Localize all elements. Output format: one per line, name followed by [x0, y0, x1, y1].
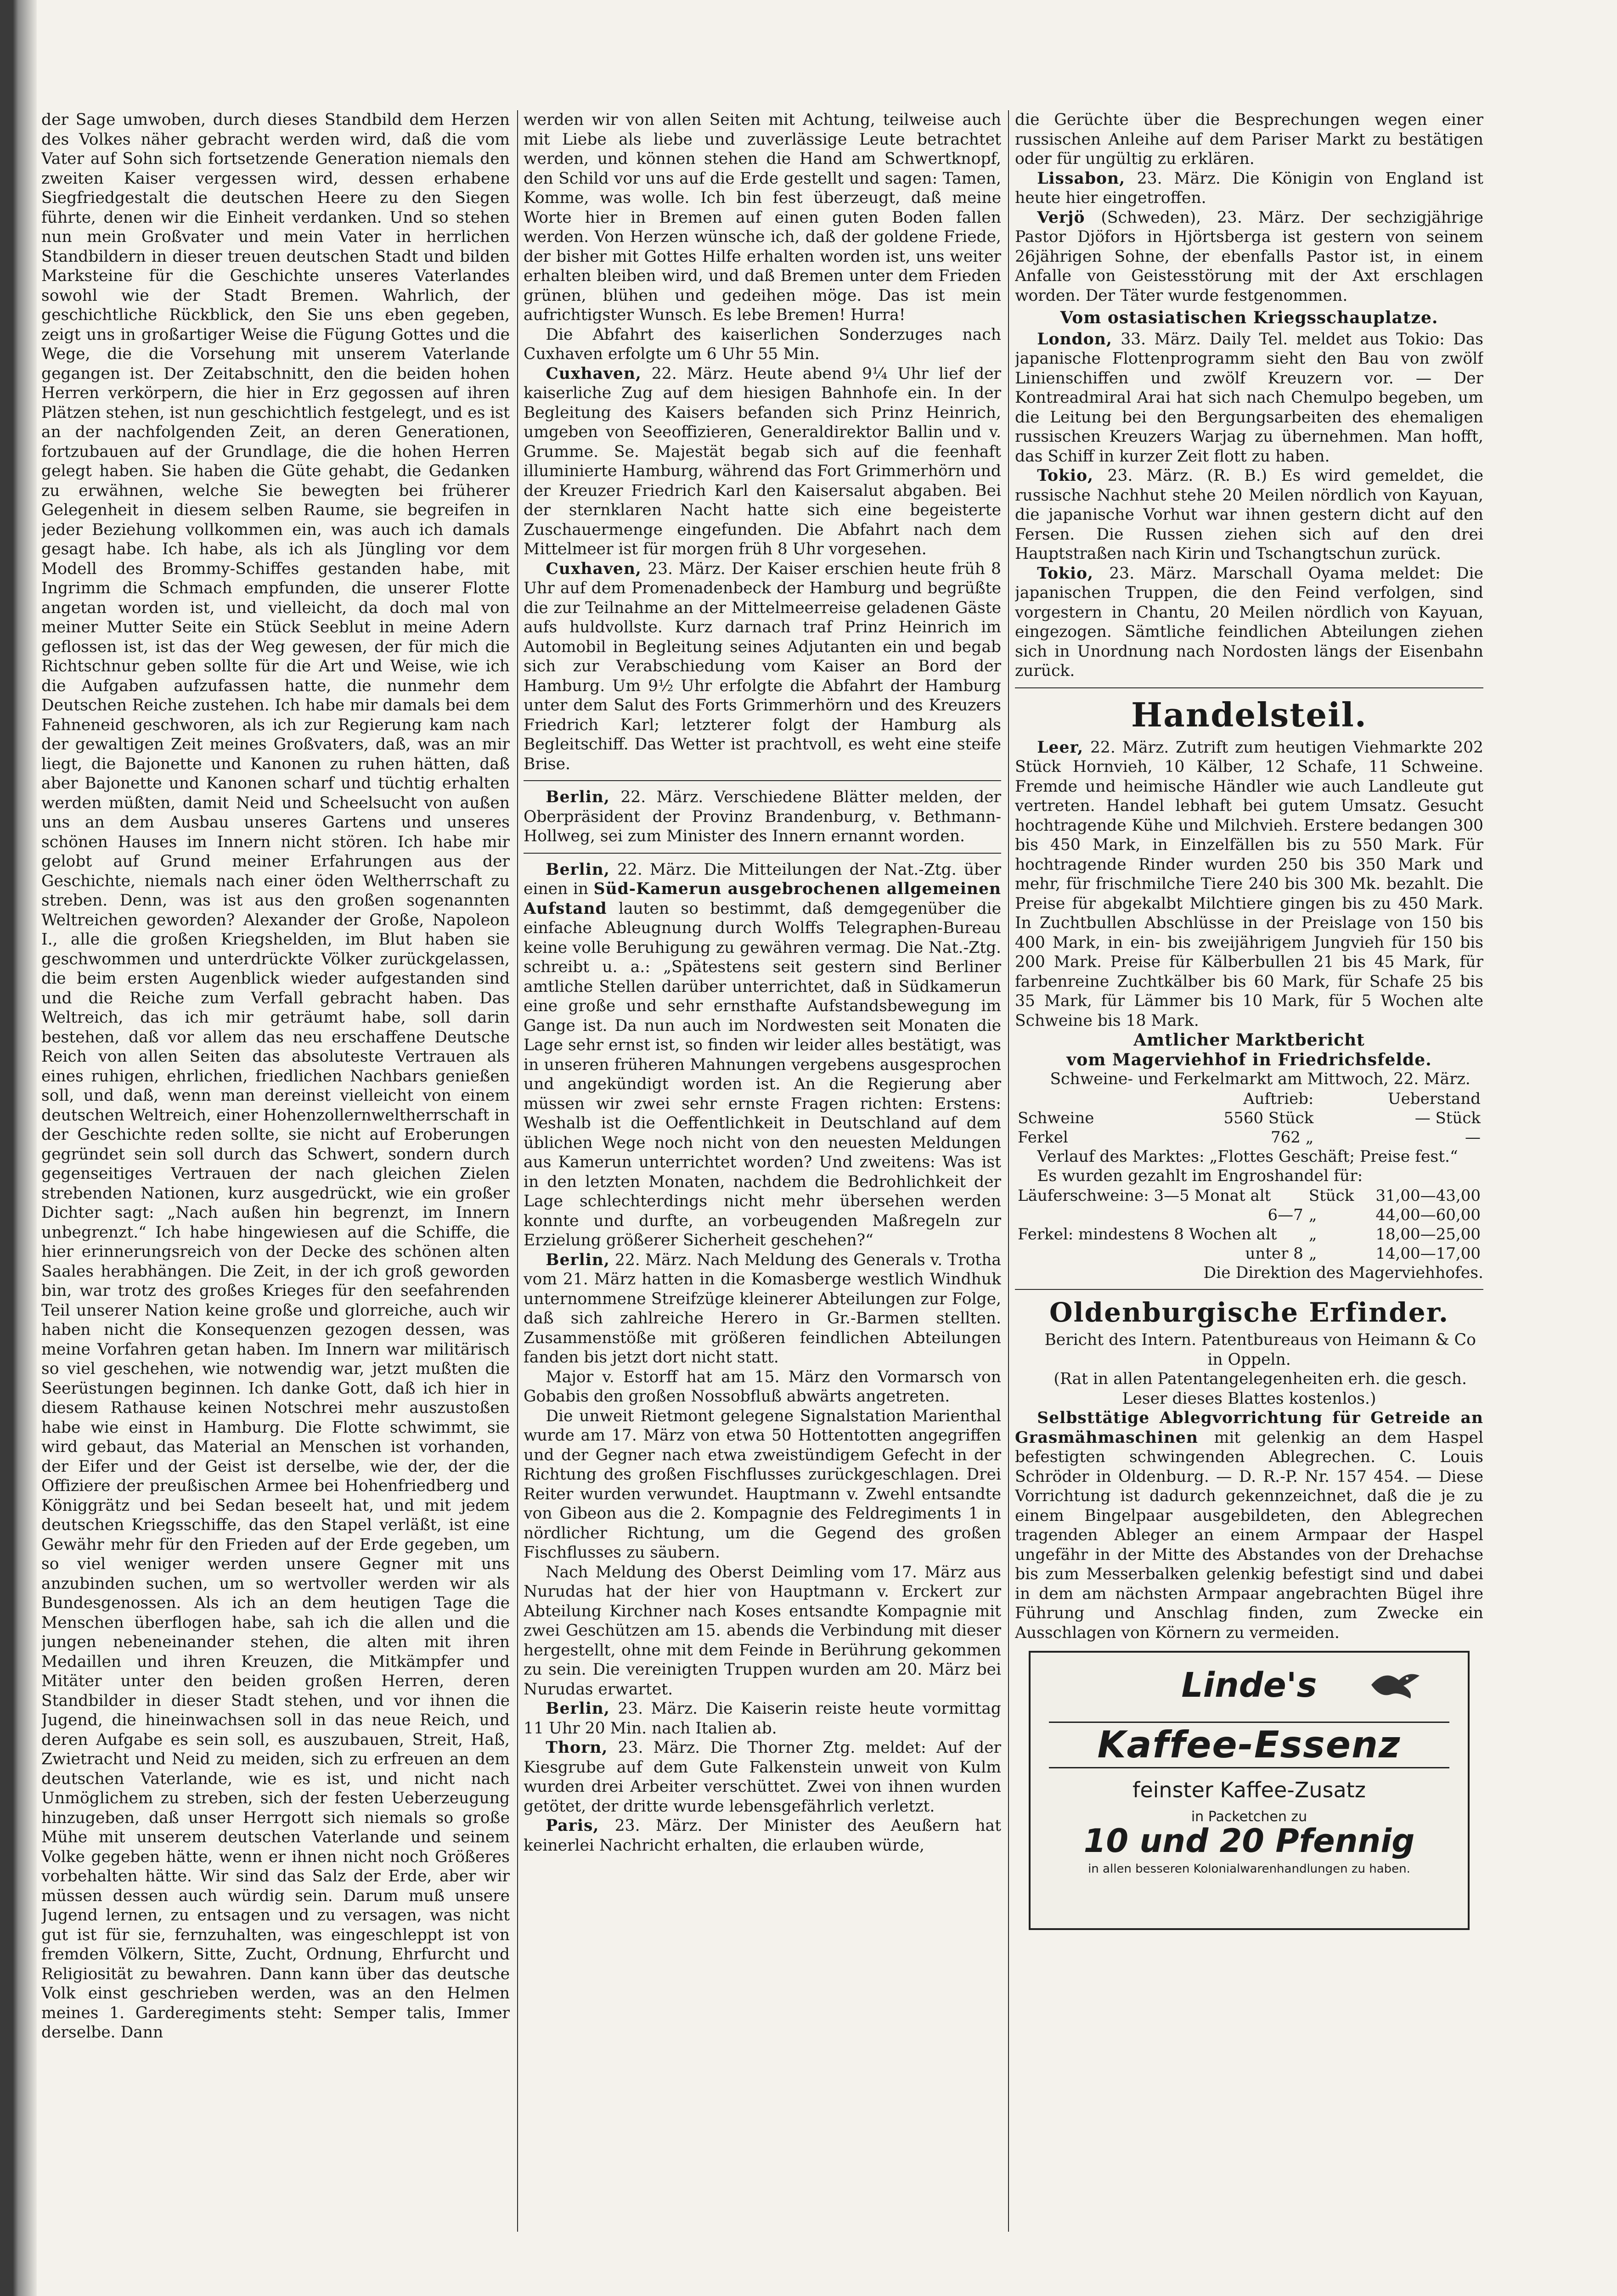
news-text: Nach Meldung des Oberst Deimling vom 17. März aus Nurudas hat der hier von Hauptmann v. Erckert zur Abteilung Kirchner nach Koses entsandte Kompagnie mit zwei Geschützen am 15. abends die Verbindung mit dieser hergestellt, ohne mit dem Feinde in Berührung gekommen zu sein. Die vereinigten Truppen wurden am 20. März bei Nurudas erwartet. — [524, 1563, 1001, 1699]
dateline-city: London, — [1037, 330, 1112, 349]
news-text: 22. März. Zutrift zum heutigen Viehmarkte 202 Stück Hornvieh, 10 Kälber, 12 Schafe, 11 Schweine. Fremde und heimische Händler wie auch Landleute gut vertreten. Handel lebhaft bei gutem Umsatz. Gesucht hochtragende Kühe und Milchvieh. Erstere bedangen 300 bis 450 Mark, in Einzelfällen bis zu 550 Mark. Für hochtragende Rinder wurden 250 bis 350 Mark und mehr, für frischmilche Tiere 240 bis 300 Mk. bezahlt. Die Preise für abgekalbt Milchtiere gingen bis zu 450 Mark. In Zuchtbullen Abschlüsse in der Preislage von 150 bis 400 Mark, in ein- bis zweijährigem Jungvieh für 150 bis 200 Mark. Preise für Kälberbullen 21 bis 45 Mark, für farbenreine Zuchtkälber bis 60 Mark, für Schafe 25 bis 35 Mark, für Lämmer bis 10 Mark, für 5 Wochen alte Schweine bis 18 Mark. — [1015, 738, 1483, 1030]
market-subtitle: Schweine- und Ferkelmarkt am Mittwoch, 22. März. — [1050, 1070, 1471, 1088]
page-gutter — [0, 0, 37, 2296]
table-row — [1015, 1109, 1483, 1128]
erfinder-source: Bericht des Intern. Patentbureaus von Heimann & Co in Oppeln. — [1044, 1331, 1476, 1369]
news-text: 23. März. Marschall Oyama meldet: Die japanischen Truppen, die den Feind verfolgen, sind vorgestern in Chantu, 20 Meilen nördlich von Kayuan, eingezogen. Sämtliche feindlichen Abteilungen ziehen sich in Unordnung nach Nordosten längs der Eisenbahn zurück. — [1015, 564, 1483, 680]
dateline-city: Lissabon, — [1037, 169, 1126, 188]
table-cell: 18,00—25,00 — [1375, 1225, 1481, 1244]
table-cell: — Stück — [1414, 1109, 1481, 1127]
news-item-verjo — [1015, 208, 1483, 306]
dateline-city: Verjö — [1037, 208, 1085, 227]
market-report-subheading: vom Magerviehhof in Friedrichsfelde. — [1066, 1050, 1432, 1069]
table-cell: „ — [1308, 1225, 1317, 1244]
news-text: 22. März. Nach Meldung des Generals v. Trotha vom 21. März hatten in die Komasberge westlich Windhuk unternommene Streifzüge kleinerer Abteilungen zur Folge, daß sich zahlreiche Herero in Gr.-Barmen stellten. Zusammenstöße mit größeren feindlichen Abteilungen fanden bis jetzt dort nicht statt. — [524, 1250, 1001, 1367]
table-cell: — — [1465, 1128, 1481, 1147]
table-cell: Ferkel: mindestens 8 Wochen alt — [1018, 1225, 1277, 1244]
section-heading-war: Vom ostasiatischen Kriegsschauplatze. — [1060, 308, 1438, 327]
news-item-berlin-3 — [524, 1250, 1001, 1367]
news-text: (Schweden), 23. März. Der sechzigjährige Pastor Djöfors in Hjörtsberga ist gestern von seinem 26jährigen Sohne, der ebenfalls Pastor ist, in einem Anfalle von Geistesstörung mit der Axt erschlagen worden. Der Täter wurde festgenommen. — [1015, 208, 1483, 305]
patent-item — [1015, 1408, 1483, 1643]
news-item-paris — [524, 1816, 1001, 1855]
headline-bold: Süd-Kamerun ausgebrochenen allgemeinen Aufstand — [524, 880, 1001, 918]
dateline-city: Berlin, — [546, 1250, 610, 1269]
table-cell: Stück — [1308, 1186, 1354, 1205]
news-item-cuxhaven-2 — [524, 559, 1001, 774]
table-cell: Läuferschweine: 3—5 Monat alt — [1018, 1186, 1271, 1205]
news-text: Major v. Estorff hat am 15. März den Vormarsch von Gobabis den großen Nossobfluß abwärts angetreten. — [524, 1367, 1001, 1406]
news-item-tokio-2 — [1015, 564, 1483, 681]
ad-tagline: feinster Kaffee-Zusatz — [1132, 1778, 1366, 1802]
news-text: 23. März. (R. B.) Es wird gemeldet, die russische Nachhut stehe 20 Meilen nördlich von Kayuan, die japanische Vorhut war ihnen gestern dicht auf den Fersen. Die Russen ziehen sich auf den drei Hauptstraßen nach Kirin und Tschangtschun zurück. — [1015, 467, 1483, 563]
market-verlauf: Verlauf des Marktes: „Flottes Geschäft; Preise fest.“ — [1037, 1147, 1458, 1166]
market-paid-heading: Es wurden gezahlt im Engroshandel für: — [1037, 1167, 1363, 1185]
news-text: 23. März. Der Kaiser erschien heute früh 8 Uhr auf dem Promenadenbeck der Hamburg und begrüßte die zur Teilnahme an der Mittelmeerreise geladenen Gäste aufs huldvollste. Kurz darnach traf Prinz Heinrich im Automobil in Begleitung seines Adjutanten ein und begab sich zur Verabschiedung vom Kaiser an Bord der Hamburg. Um 9½ Uhr erfolgte die Abfahrt der Hamburg unter dem Salut des Forts Grimmerhörn und des Kreuzers Friedrich Karl; letzterer folgt der Hamburg als Begleitschiff. Das Wetter ist prachtvoll, es weht eine steife Brise. — [524, 559, 1001, 773]
section-title-handelsteil: Handelsteil. — [1131, 695, 1367, 734]
news-text: 23. März. Die Thorner Ztg. meldet: Auf der Kiesgrube auf dem Gute Falkenstein unweit von Kulm wurden drei Arbeiter verschüttet. Zwei von ihnen wurden getötet, der dritte wurde lebensgefährlich verletzt. — [524, 1739, 1001, 1816]
divider — [524, 780, 1001, 781]
table-row — [1015, 1186, 1483, 1205]
table-cell: 44,00—60,00 — [1375, 1205, 1481, 1224]
table-cell: 6—7 — [1268, 1205, 1303, 1224]
market-report-heading: Amtlicher Marktbericht — [1133, 1030, 1365, 1050]
table-cell: „ — [1308, 1244, 1317, 1263]
table-row — [1015, 1225, 1483, 1244]
dateline-city: Paris, — [546, 1817, 599, 1835]
newspaper-page — [41, 110, 1483, 2232]
table-cell: unter 8 — [1245, 1244, 1303, 1263]
speech-ending: werden wir von allen Seiten mit Achtung, teilweise auch mit Liebe als liebe und zuverlässige Leute betrachtet werden, und können stehen die Hand am Schwertknopf, den Schild vor uns auf die Erde gestellt und sagen: Tamen, Komme, was wolle. Ich bin fest überzeugt, daß meine Worte hier in Bremen auf einen guten Boden fallen werden. Von Herzen wünsche ich, daß der goldene Friede, der bisher mit Gottes Hilfe erhalten worden ist, uns weiter erhalten bleiben wird, und daß Bremen unter dem Frieden grünen, blühen und gedeihen möge. Das ist mein aufrichtigster Wunsch. Es lebe Bremen! Hurra! — [524, 111, 1001, 324]
patent-text: mit gelenkig an dem Haspel befestigten schwingenden Ablegrechen. C. Louis Schröder in Oldenburg. — D. R.-P. Nr. 157 454. — Diese Vorrichtung ist dadurch gekennzeichnet, daß die je zu einem Bingelpaar ausgebildeten, den Ablegrechen tragenden Ableger an einem Armpaar der Haspel ungefähr in der Mitte des Abstandes von der Drehachse bis zum Messerbalken gelenkig befestigt sind und dabei in dem am nächsten Armpaar angebrachten Bügel ihre Führung und Anschlag finden, zum Zwecke ein Ausschlagen von Körnern zu vermeiden. — [1015, 1428, 1483, 1642]
news-text: 33. März. Daily Tel. meldet aus Tokio: Das japanische Flottenprogramm sieht den Bau von zwölf Linienschiffen und zwölf Kreuzern vor. — Der Kontreadmiral Arai hat sich nach Chemulpo begeben, um die Leitung bei den Bergungsarbeiten des ehemaligen russischen Kreuzers Warjag zu übernehmen. Man hofft, das Schiff in kurzer Zeit flott zu haben. — [1015, 330, 1483, 466]
dateline-city: Leer, — [1037, 738, 1084, 757]
dateline-city: Thorn, — [546, 1739, 608, 1757]
table-row — [1015, 1244, 1483, 1263]
dateline-city: Tokio, — [1037, 467, 1094, 485]
ad-product: Kaffee-Essenz — [1049, 1722, 1449, 1768]
news-item-leer — [1015, 738, 1483, 1031]
divider — [1015, 1289, 1483, 1290]
table-cell-value: 762 — [1270, 1128, 1301, 1147]
news-text: Die unweit Rietmont gelegene Signalstation Marienthal wurde am 17. März von etwa 50 Hottentotten angegriffen und der Gegner nach etwa zweistündigem Gefecht in der Richtung des großen Fischflusses zurückgeschlagen. Drei Reiter wurden verwundet. Hauptmann v. Zwehl entsandte von Gibeon aus die 2. Kompagnie des Feldregiments 1 in nördlicher Richtung, um die Gegend des großen Fischflusses zu säubern. — [524, 1407, 1001, 1562]
dateline-city: Tokio, — [1037, 564, 1094, 583]
divider — [524, 853, 1001, 854]
column-2 — [524, 110, 1001, 2232]
speech-text: der Sage umwoben, durch dieses Standbild dem Herzen des Volkes näher gebracht werden wird, daß die vom Vater auf Sohn sich fortsetzende Generation niemals den zweiten Kaiser vergessen wird, dessen erhabene Siegfriedgestalt die deutschen Heere zu den Siegen führte, denen wir die Einheit verdanken. Und so stehen nun mein Großvater und mein Vater in herrlichen Standbildern in dieser treuen deutschen Stadt und bilden Marksteine für die Geschichte unseres Vaterlandes sowohl wie der Stadt Bremen. Wahrlich, der geschichtliche Rückblick, den Sie uns eben gegeben, zeigt uns in großartiger Weise die Fügung Gottes und die Wege, die die Vorsehung mit unserem Vaterlande gegangen ist. Der Zeitabschnitt, den die beiden hohen Herren verkörpern, die hier in Erz gegossen auf ihren Plätzen stehen, ist nun geschichtlich festgelegt, und es ist an der nachfolgenden Zeit, an deren Generationen, fortzubauen auf der Grundlage, die die hohen Herren gelegt haben. Sie haben die Güte gehabt, die Gedanken zu erwähnen, welche Sie bewegten bei früherer Gelegenheit in diesem selben Raume, sie begreifen in jeder Beziehung vollkommen ein, was auch ich damals gesagt habe. Ich habe, als ich als Jüngling vor dem Modell des Brommy-Schiffes gestanden habe, mit Ingrimm die Schmach empfunden, die unserer Flotte angetan worden ist, und vielleicht, da doch mal von meiner Mutter Seite ein Stück Seeblut in meine Adern geflossen ist, ist das der Weg gewesen, der für mich die Richtschnur geben sollte für die Art und Weise, wie ich die Aufgaben aufzufassen hatte, die nunmehr dem Deutschen Reiche zustehen. Ich habe mir damals bei dem Fahneneid geschworen, als ich zur Regierung kam nach der gewaltigen Zeit meines Großvaters, daß, was an mir liegt, die Bajonette und Kanonen zu ruhen hätten, daß aber Bajonette und Kanonen scharf und tüchtig erhalten werden müßten, damit Neid und Scheelsucht von außen uns an dem Ausbau unseres Gartens und unseres schönen Hauses im Innern nicht stören. Ich habe mir gelobt auf Grund meiner Erfahrungen aus der Geschichte, niemals nach einer öden Weltherrschaft zu streben. Denn, was ist aus den großen sogenannten Weltreichen geworden? Alexander der Große, Napoleon I., alle die großen Kriegshelden, im Blut haben sie geschwommen und unterdrückte Völker zurückgelassen, die beim ersten Augenblick wieder aufgestanden sind und die Reiche zum Verfall gebracht haben. Das Weltreich, das ich mir geträumt habe, soll darin bestehen, daß vor allem das neu erschaffene Deutsche Reich von allen Seiten das absoluteste Vertrauen als eines ruhigen, ehrlichen, friedlichen Nachbars genießen soll, und daß, wenn man dereinst vielleicht von einem deutschen Weltreich, einer Hohenzollernweltherrschaft in der Geschichte reden sollte, sie nicht auf Eroberungen gegründet sein soll durch das Schwert, sondern durch gegenseitiges Vertrauen der nach gleichen Zielen strebenden Nationen, kurz ausgedrückt, wie ein großer Dichter sagt: „Nach außen hin begrenzt, im Innern unbegrenzt.“ Ich habe hingewiesen auf die Schiffe, die hier erinnerungsreich von der Decke des schönen alten Saales herabhängen. Die Zeit, in der ich groß geworden bin, war trotz des großes Krieges für den seefahrenden Teil unserer Nation keine große und glorreiche, auch wir haben nicht die Konsequenzen gezogen dessen, was meine Vorfahren getan haben. Im Innern war militärisch so viel geschehen, wie notwendig war, jetzt mußten die Seerüstungen beginnen. Ich danke Gott, daß ich hier in diesem Rathause keinen Notschrei mehr auszustoßen habe wie einst in Hamburg. Die Flotte schwimmt, sie wird gebaut, das Material an Menschen ist vorhanden, der Eifer und der Geist ist derselbe, wie der, der die Offiziere der preußischen Armee bei Hohenfriedberg und Königgrätz und bei Sedan beseelt hat, und mit jedem deutschen Kriegsschiffe, das den Stapel verläßt, ist eine Gewähr mehr für den Frieden auf der Erde gegeben, um so viel weniger werden unsere Gegner mit uns anzubinden suchen, um so wertvoller werden wir als Bundesgenossen. Als ich an dem heutigen Tage die Menschen überflogen habe, sah ich die allen und die jungen nebeneinander stehen, die alten mit ihren Medaillen und ihren Kreuzen, die Mitkämpfer und Mitäter unter den beiden großen Herren, deren Standbilder in dieser Stadt stehen, und vor ihnen die Jugend, die hineinwachsen soll in das neue Reich, und deren Aufgabe es sein soll, es auszubauen, Streit, Haß, Zwietracht und Neid zu meiden, sich zu erfreuen an dem deutschen Vaterlande, wie es ist, und nicht nach Unmöglichem zu streben, sich der festen Ueberzeugung hinzugeben, daß unser Herrgott sich niemals so große Mühe mit unserem deutschen Vaterlande und seinem Volke gegeben hätte, wenn er ihnen nicht noch Größeres vorbehalten hätte. Wir sind das Salz der Erde, aber wir müssen dessen auch würdig sein. Darum muß unsere Jugend lernen, zu entsagen und zu versagen, was nicht gut ist für sie, fernzuhalten, was eingeschleppt ist von fremden Völkern, Sitte, Zucht, Ordnung, Ehrfurcht und Religiosität zu bewahren. Dann kann über das deutsche Volk einst geschrieben werden, was an den Helmen meines 1. Garderegiments steht: Semper talis, Immer derselbe. Dann — [41, 111, 510, 2042]
news-item-london — [1015, 330, 1483, 467]
table-row — [1015, 1128, 1483, 1147]
table-cell: 5560 Stück — [1223, 1109, 1314, 1127]
column-rule — [1008, 110, 1009, 2232]
news-text: 22. März. Verschiedene Blätter melden, der Oberpräsident der Provinz Brandenburg, v. Bethmann-Hollweg, sei zum Minister des Innern ernannt worden. — [524, 788, 1001, 845]
dateline-city: Cuxhaven, — [546, 364, 642, 383]
ad-pack-text: in Packetchen zu — [1191, 1808, 1307, 1825]
table-cell: 14,00—17,00 — [1375, 1244, 1481, 1263]
departure-note: Die Abfahrt des kaiserlichen Sonderzuges nach Cuxhaven erfolgte um 6 Uhr 55 Min. — [524, 325, 1001, 363]
dateline-city: Berlin, — [546, 788, 610, 806]
table-cell: Ferkel — [1018, 1128, 1068, 1147]
erfinder-note: (Rat in allen Patentangelegenheiten erh. die gesch. Leser dieses Blattes kostenlos.) — [1054, 1370, 1467, 1408]
dateline-city: Berlin, — [546, 1699, 610, 1718]
dateline-city: Berlin, — [546, 860, 610, 879]
market-table — [1015, 1089, 1483, 1147]
news-item-berlin-4 — [524, 1699, 1001, 1738]
column-rule — [517, 110, 518, 2232]
ad-price: 10 und 20 Pfennig — [1083, 1822, 1415, 1860]
news-text: 23. März. Die Königin von England ist heute hier eingetroffen. — [1015, 169, 1483, 207]
news-item-tokio-1 — [1015, 466, 1483, 564]
section-title-erfinder: Oldenburgische Erfinder. — [1049, 1297, 1449, 1328]
ad-footer: in allen besseren Kolonialwarenhandlungen zu haben. — [1088, 1862, 1410, 1876]
news-item-cuxhaven-1 — [524, 364, 1001, 559]
news-text: die Gerüchte über die Besprechungen wegen einer russischen Anleihe auf dem Pariser Markt zu bestätigen oder für ungültig zu erklären. — [1015, 111, 1483, 168]
price-table — [1015, 1186, 1483, 1263]
news-text: 22. März. Heute abend 9¼ Uhr lief der kaiserliche Zug auf dem hiesigen Bahnhofe ein. In der Begleitung des Kaisers befanden sich Prinz Heinrich, umgeben von Seeoffizieren, Generaldirektor Ballin und v. Grumme. Se. Majestät begab sich auf die feenhaft illuminierte Hamburg, während das Fort Grimmerhörn und der Kreuzer Friedrich Karl den Kaisersalut abgaben. Bei der sternklaren Nacht hatte sich eine begeisterte Zuschauermenge eingefunden. Die Abfahrt nach dem Mittelmeer ist für morgen früh 8 Uhr vorgesehen. — [524, 364, 1001, 558]
news-text: 22. März. Die Mitteilungen der Nat.-Ztg. über einen in — [524, 860, 1001, 898]
news-item-berlin-1 — [524, 788, 1001, 846]
ad-brand: Linde's — [1181, 1666, 1317, 1705]
patent-title: Selbsttätige Ablegvorrichtung für Getreide an Grasmähmaschinen — [1015, 1409, 1483, 1447]
column-1 — [41, 110, 510, 2232]
market-signature: Die Direktion des Magerviehhofes. — [1203, 1263, 1483, 1282]
table-cell — [1154, 1128, 1316, 1147]
table-cell: Schweine — [1018, 1109, 1094, 1127]
dateline-city: Cuxhaven, — [546, 559, 642, 578]
table-cell-value: „ — [1305, 1128, 1314, 1147]
table-cell: „ — [1308, 1205, 1317, 1224]
news-text: lauten so bestimmt, daß demgegenüber die einfache Ableugnung durch Wolffs Telegraphen-Bureau keine volle Beruhigung zu gewähren vermag. Die Nat.-Ztg. schreibt u. a.: „Spätestens seit gestern sind Berliner amtliche Stellen darüber unterrichtet, daß in Südkamerun eine große und sehr ernsthafte Aufstandsbewegung im Gange ist. Da nun auch im Nordwesten seit Monaten die Lage sehr ernst ist, so finden wir leider alles bestätigt, was in unseren früheren Mahnungen vergebens ausgesprochen und angekündigt worden ist. An die Regierung aber müssen wir zwei sehr ernste Fragen richten: Erstens: Weshalb ist die Oeffentlichkeit in Deutschland auf dem üblichen Wege noch nicht von den neuesten Meldungen aus Kamerun unterrichtet worden? Und zweitens: Was ist in den letzten Monaten, nachdem die Bedrohlichkeit der Lage schlechterdings nicht mehr übersehen werden konnte und durfte, an vorbeugenden Maßregeln zur Erzielung größerer Sicherheit geschehen?“ — [524, 899, 1001, 1249]
table-row — [1015, 1205, 1483, 1225]
news-item-berlin-2 — [524, 860, 1001, 1250]
news-item-thorn — [524, 1738, 1001, 1816]
column-3 — [1015, 110, 1483, 2232]
table-cell: 31,00—43,00 — [1375, 1186, 1481, 1205]
news-text: 23. März. Der Minister des Aeußern hat keinerlei Nachricht erhalten, die erlauben würde, — [524, 1817, 1001, 1855]
table-header: Auftrieb: — [1243, 1089, 1314, 1108]
news-item-lissabon — [1015, 169, 1483, 208]
advertisement-kaffee-essenz — [1029, 1651, 1470, 1930]
bird-logo-icon — [1367, 1666, 1422, 1703]
table-row — [1015, 1089, 1483, 1109]
news-text: 23. März. Die Kaiserin reiste heute vormittag 11 Uhr 20 Min. nach Italien ab. — [524, 1699, 1001, 1738]
table-header: Ueberstand — [1388, 1089, 1481, 1108]
divider — [1015, 687, 1483, 688]
